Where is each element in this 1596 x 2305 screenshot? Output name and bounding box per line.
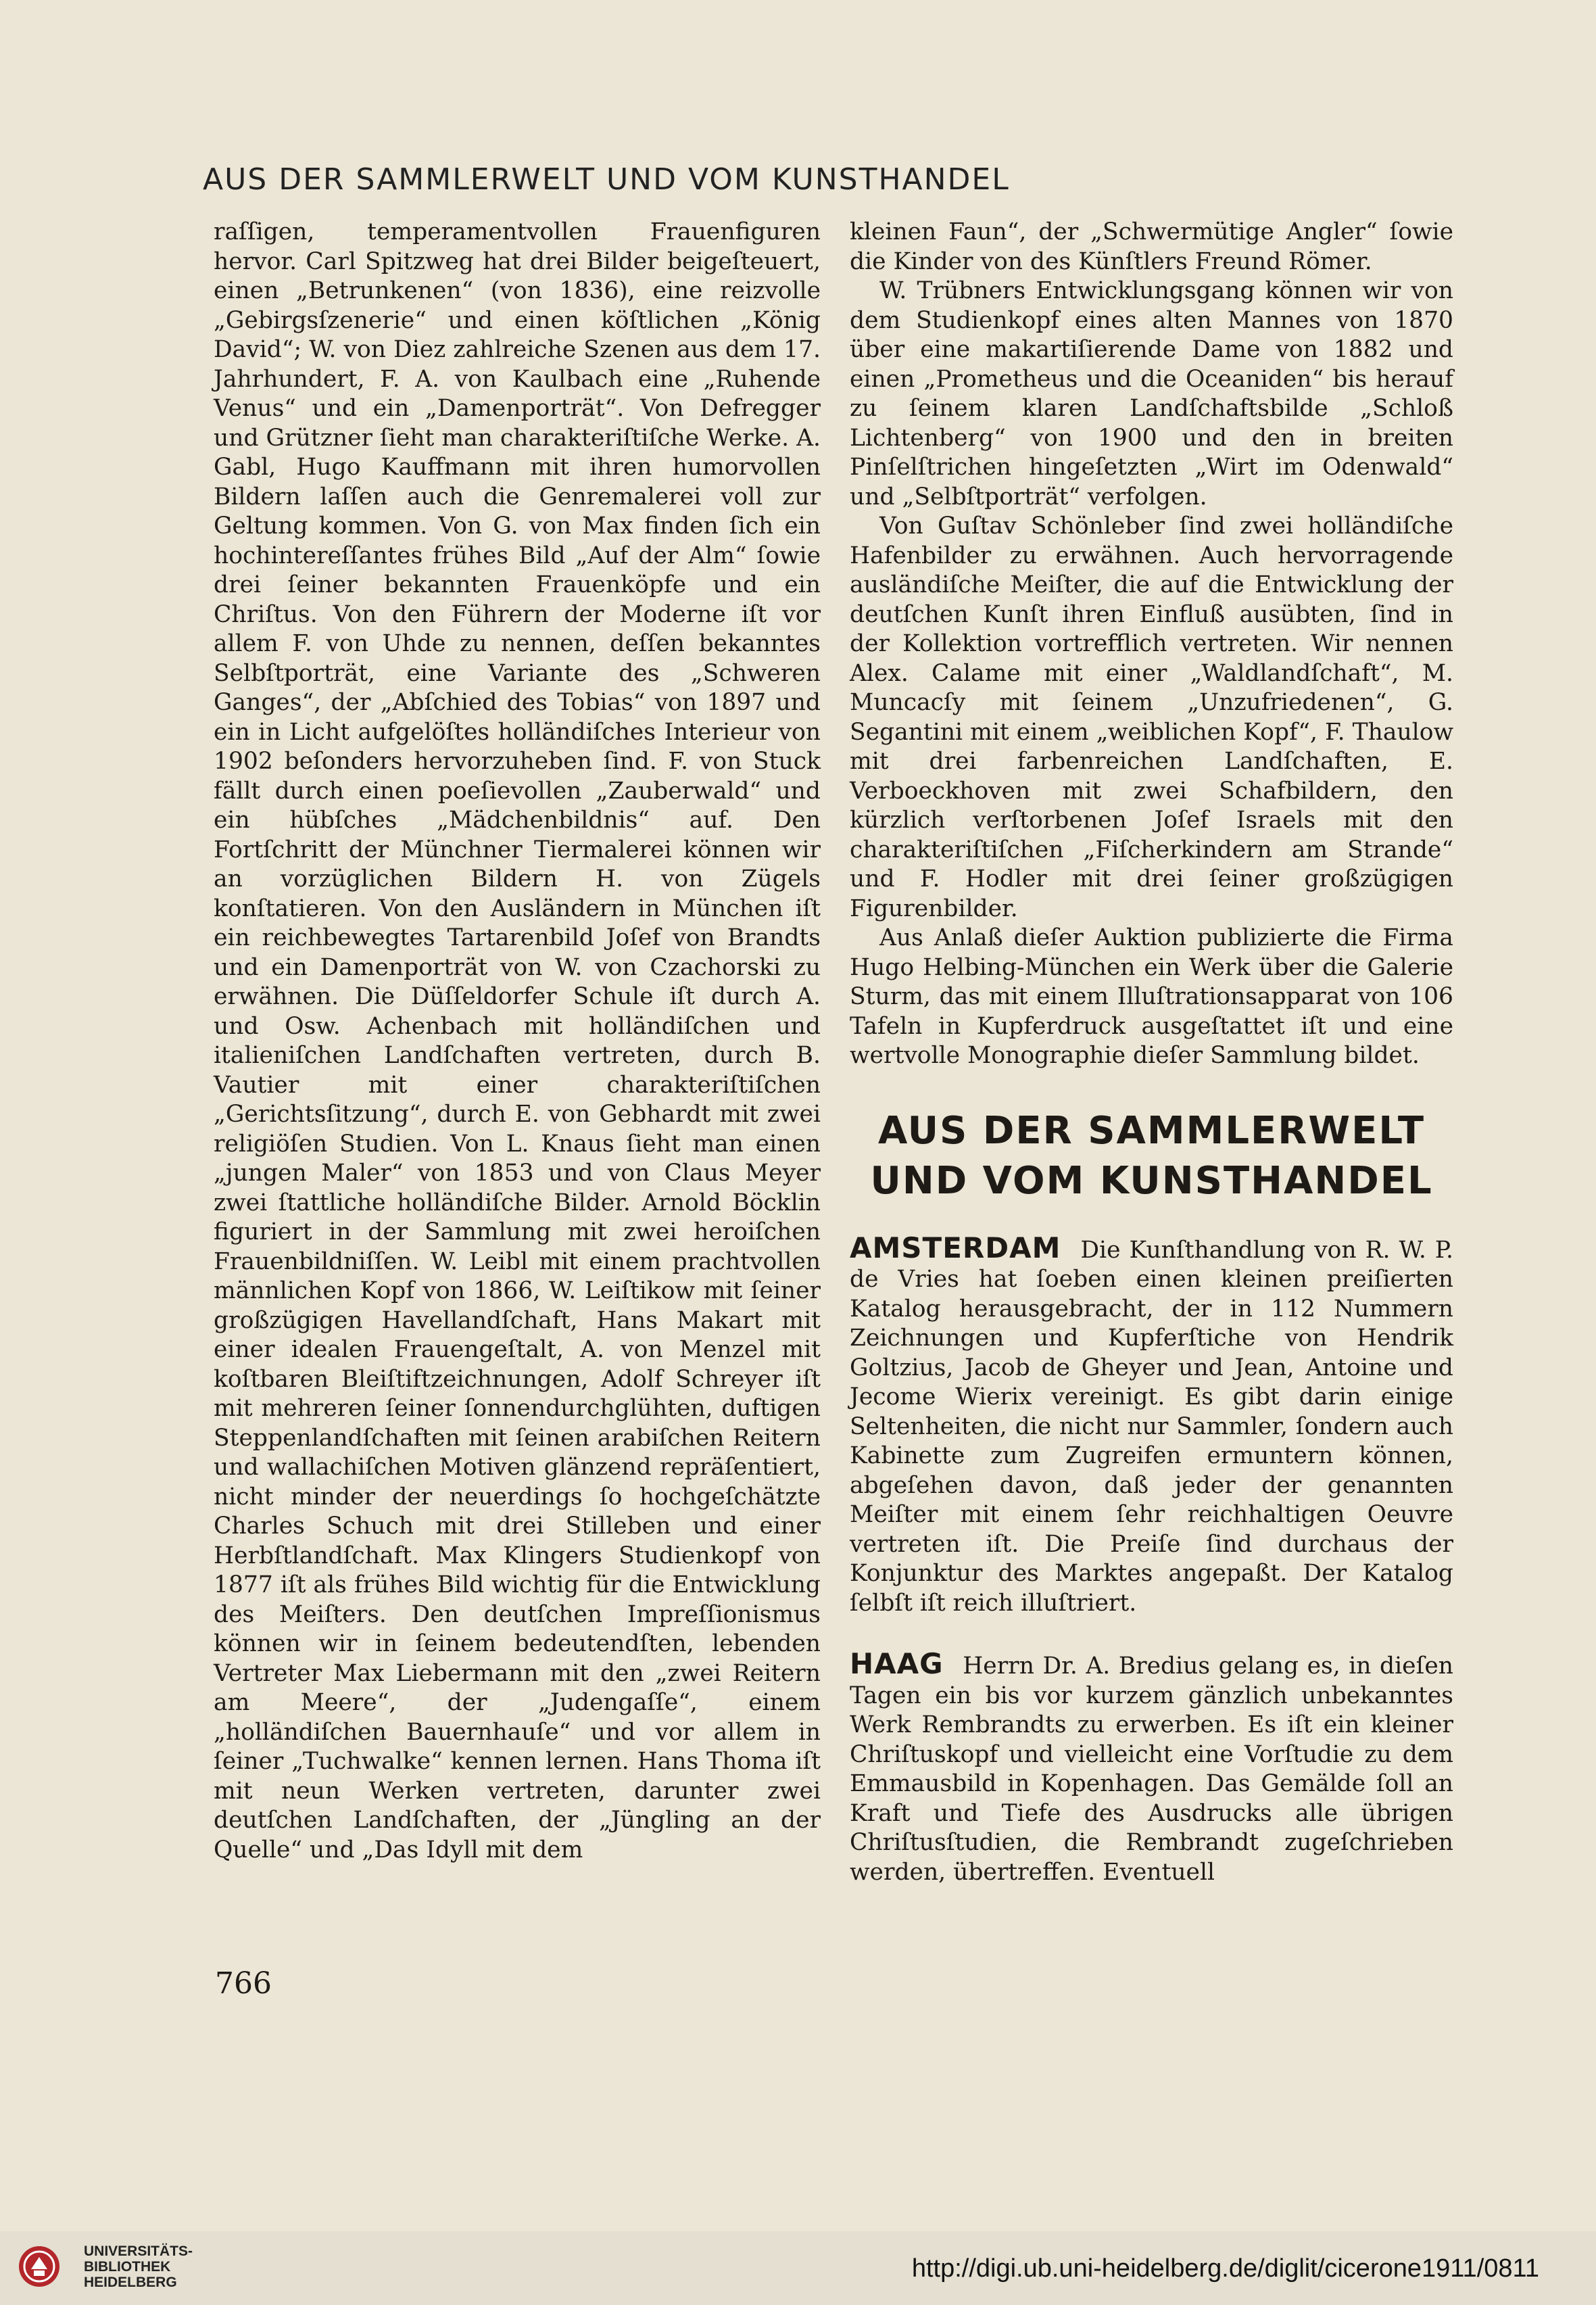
section-heading	[850, 1106, 1453, 1206]
left-column	[214, 218, 821, 1865]
library-name-line-2: BIBLIOTHEK	[84, 2259, 171, 2275]
entry-place-haag: HAAG	[850, 1647, 944, 1680]
section-heading-line-2: UND VOM KUNSTHANDEL	[870, 1158, 1433, 1203]
entry-text-amsterdam: Die Kunſthandlung von R. W. P. de Vries hat ſoeben einen kleinen preiſierten Katalog herausgebracht, der in 112 Nummern Zeichnungen und Kupferſtiche von Hendrik Goltzius, Jacob de Gheyer und Jean, Antoine und Jecome Wierix vereinigt. Es gibt darin einige Seltenheiten, die nicht nur Sammler, ſondern auch Kabinette zum Zugreifen ermuntern können, abgeſehen davon, daß jeder der genannten Meiſter mit einem ſehr reichhaltigen Oeuvre vertreten iſt. Die Preiſe ſind durchaus der Konjunktur des Marktes angepaßt. Der Katalog ſelbſt iſt reich illuſtriert.	[850, 1236, 1454, 1617]
running-head: AUS DER SAMMLERWELT UND VOM KUNSTHANDEL	[203, 162, 1010, 197]
library-name-line-3: HEIDELBERG	[84, 2275, 177, 2290]
entry-text-haag: Herrn Dr. A. Bredius gelang es, in dieſen Tagen ein bis vor kurzem gänzlich unbekanntes Werk Rembrandts zu erwerben. Es iſt ein kleiner Chriſtuskopf und vielleicht eine Vorſtudie zu dem Emmausbild in Kopenhagen. Das Gemälde ſoll an Kraft und Tiefe des Ausdrucks alle übrigen Chriſtusſtudien, die Rembrandt zugeſchrieben werden, übertreffen. Eventuell	[850, 1653, 1453, 1886]
right-column-paragraph-4: Aus Anlaß dieſer Auktion publizierte die Firma Hugo Helbing-München ein Werk über die Galerie Sturm, das mit einem Illuſtrationsapparat von 106 Tafeln in Kupferdruck ausgeſtattet iſt und eine wertvolle Monographie dieſer Sammlung bildet.	[850, 924, 1453, 1069]
source-url-link[interactable]: http://digi.ub.uni-heidelberg.de/diglit/cicerone1911/0811	[911, 2254, 1539, 2283]
library-name-line-1: UNIVERSITÄTS-	[84, 2243, 193, 2259]
page-number: 766	[215, 1966, 272, 2001]
right-column-paragraph-3: Von Guſtav Schönleber ſind zwei holländiſche Hafenbilder zu erwähnen. Auch hervorragende ausländiſche Meiſter, die auf die Entwicklung der deutſchen Kunſt ihren Einfluß ausübten, ſind in der Kollektion vortrefflich vertreten. Wir nennen Alex. Calame mit einer „Waldlandſchaft“, M. Muncacſy mit ſeinem „Unzufriedenen“, G. Segantini mit einem „weiblichen Kopf“, F. Thaulow mit drei farbenreichen Landſchaften, E. Verboeckhoven mit zwei Schafbildern, den kürzlich verſtorbenen Joſef Israels mit den charakteriſtiſchen „Fiſcherkindern am Strande“ und F. Hodler mit drei ſeiner großzügigen Figurenbilder.	[850, 513, 1453, 922]
left-column-paragraph: raſſigen, temperamentvollen Frauenfiguren hervor. Carl Spitzweg hat drei Bilder beigeſteuert, einen „Betrunkenen“ (von 1836), eine reizvolle „Gebirgsſzenerie“ und einen köſtlichen „König David“; W. von Diez zahlreiche Szenen aus dem 17. Jahrhundert, F. A. von Kaulbach eine „Ruhende Venus“ und ein „Damenporträt“. Von Defregger und Grützner ſieht man charakteriſtiſche Werke. A. Gabl, Hugo Kauffmann mit ihren humorvollen Bildern laſſen auch die Genremalerei voll zur Geltung kommen. Von G. von Max finden ſich ein hochintereſſantes frühes Bild „Auf der Alm“ ſowie drei ſeiner bekannten Frauenköpfe und ein Chriſtus. Von den Führern der Moderne iſt vor allem F. von Uhde zu nennen, deſſen bekanntes Selbſtporträt, eine Variante des „Schweren Ganges“, der „Abſchied des Tobias“ von 1897 und ein in Licht aufgelöſtes holländiſches Interieur von 1902 beſonders hervorzuheben ſind. F. von Stuck fällt durch einen poeſievollen „Zauberwald“ und ein hübſches „Mädchenbildnis“ auf. Den Fortſchritt der Münchner Tiermalerei können wir an vorzüglichen Bildern H. von Zügels konſtatieren. Von den Ausländern in München iſt ein reichbewegtes Tartarenbild Joſef von Brandts und ein Damenporträt von W. von Czachorski zu erwähnen. Die Düſſeldorfer Schule iſt durch A. und Osw. Achenbach mit holländiſchen und italieniſchen Landſchaften vertreten, durch B. Vautier mit einer charakteriſtiſchen „Gerichtsſitzung“, durch E. von Gebhardt mit zwei religiöſen Studien. Von L. Knaus ſieht man einen „jungen Maler“ von 1853 und von Claus Meyer zwei ſtattliche holländiſche Bilder. Arnold Böcklin figuriert in der Sammlung mit zwei heroiſchen Frauenbildniſſen. W. Leibl mit einem prachtvollen männlichen Kopf von 1866, W. Leiſtikow mit ſeiner großzügigen Havellandſchaft, Hans Makart mit einer idealen Frauengeſtalt, A. von Menzel mit koſtbaren Bleiſtiftzeichnungen, Adolf Schreyer iſt mit mehreren ſeiner ſonnendurchglühten, duftigen Steppenlandſchaften mit ſeinen arabiſchen Reitern und wallachiſchen Motiven glänzend repräſentiert, nicht minder der neuerdings ſo hochgeſchätzte Charles Schuch mit drei Stilleben und einer Herbſtlandſchaft. Max Klingers Studienkopf von 1877 iſt als frühes Bild wichtig für die Entwicklung des Meiſters. Den deutſchen Impreſſionismus können wir in ſeinem bedeutendſten, lebenden Vertreter Max Liebermann mit den „zwei Reitern am Meere“, der „Judengaſſe“, einem „holländiſchen Bauernhauſe“ und vor allem in ſeiner „Tuchwalke“ kennen lernen. Hans Thoma iſt mit neun Werken vertreten, darunter zwei deutſchen Landſchaften, der „Jüngling an der Quelle“ und „Das Idyll mit dem	[214, 218, 821, 1863]
right-column-paragraph-2: W. Trübners Entwicklungsgang können wir von dem Studienkopf eines alten Mannes von 1870 über eine makartiſierende Dame von 1882 und einen „Prometheus und die Oceaniden“ bis herauf zu ſeinem klaren Landſchaftsbilde „Schloß Lichtenberg“ von 1900 und den in breiten Pinſelſtrichen hingeſetzten „Wirt im Odenwald“ und „Selbſtporträt“ verfolgen.	[850, 277, 1453, 510]
right-column	[850, 218, 1453, 1887]
section-heading-line-1: AUS DER SAMMLERWELT	[877, 1108, 1426, 1153]
footer-bar	[0, 2231, 1596, 2305]
entry-place-amsterdam: AMSTERDAM	[850, 1231, 1061, 1264]
library-seal-icon	[18, 2245, 61, 2288]
news-entry-amsterdam	[850, 1233, 1453, 1619]
library-name	[84, 2243, 193, 2290]
news-entry-haag	[850, 1649, 1453, 1887]
right-column-paragraph-1: kleinen Faun“, der „Schwermütige Angler“ ſowie die Kinder von des Künſtlers Freund Römer.	[850, 218, 1453, 275]
